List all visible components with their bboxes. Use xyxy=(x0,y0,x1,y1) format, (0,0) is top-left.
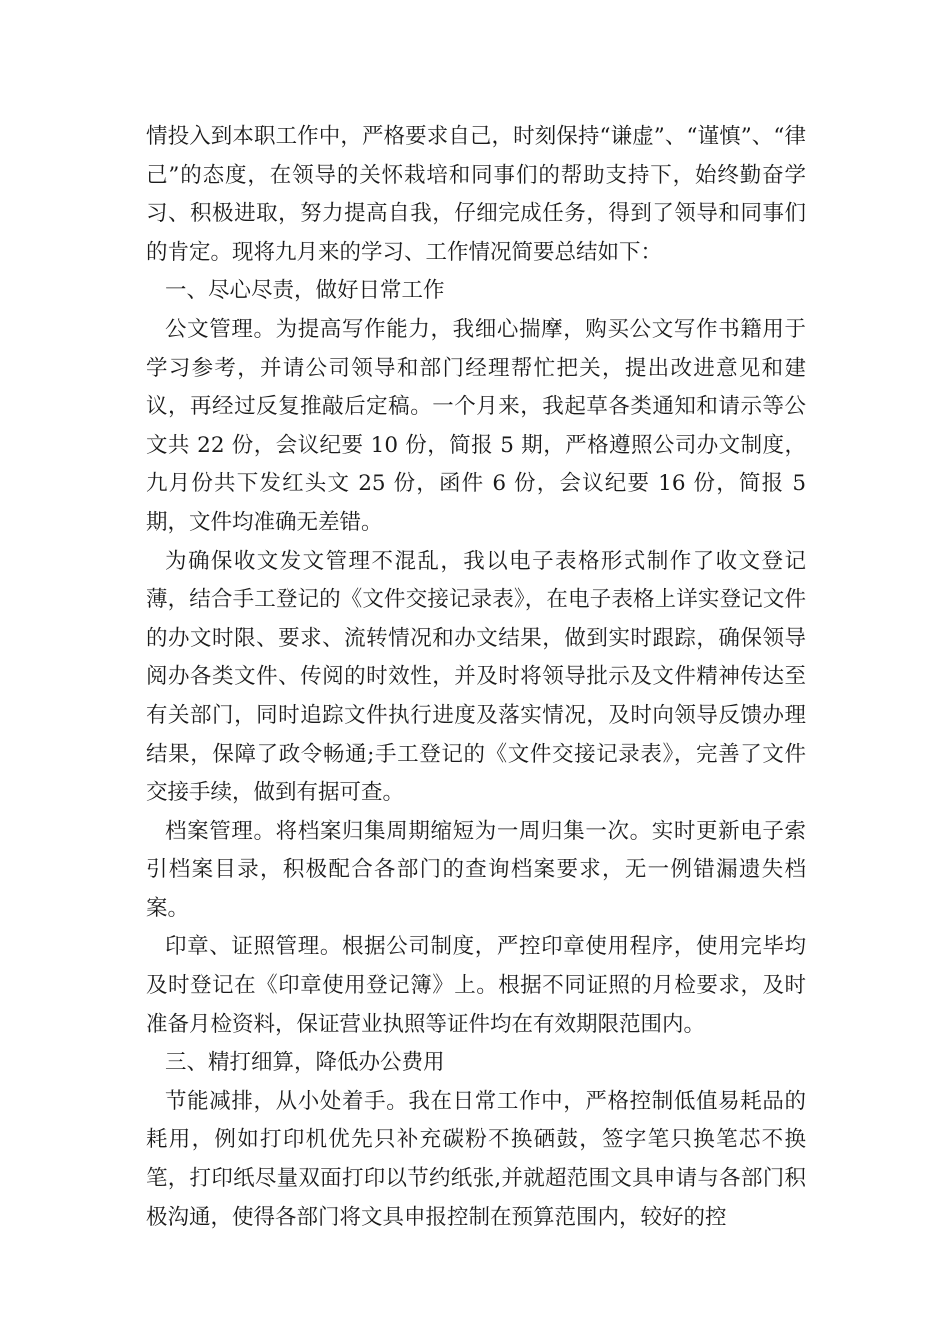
paragraph-seal-license-management: 印章、证照管理。根据公司制度，严控印章使用程序，使用完毕均及时登记在《印章使用登记簿》上。根据不同证照的月检要求，及时准备月检资料，保证营业执照等证件均在有效期限范围内。 xyxy=(146,934,806,1037)
paragraph-archive-management: 档案管理。将档案归集周期缩短为一周归集一次。实时更新电子索引档案目录，积极配合各部门的查询档案要求，无一例错漏遗失档案。 xyxy=(146,818,806,921)
section-heading-cost-reduction: 三、精打细算，降低办公费用 xyxy=(165,1050,445,1076)
paragraph-intro-continued: 情投入到本职工作中，严格要求自己，时刻保持“谦虚”、“谨慎”、“律己”的态度，在领导的关怀栽培和同事们的帮助支持下，始终勤奋学习、积极进取，努力提高自我，仔细完成任务，得到了领导和同事们的肯定。现将九月来的学习、工作情况简要总结如下： xyxy=(146,124,806,265)
section-heading-daily-work: 一、尽心尽责，做好日常工作 xyxy=(165,278,445,304)
paragraph-energy-saving: 节能减排，从小处着手。我在日常工作中，严格控制低值易耗品的耗用，例如打印机优先只补充碳粉不换硒鼓，签字笔只换笔芯不换笔，打印纸尽量双面打印以节约纸张,并就超范围文具申请与各部门积极沟通，使得各部门将文具申报控制在预算范围内，较好的控 xyxy=(146,1088,806,1230)
paragraph-incoming-outgoing-files: 为确保收文发文管理不混乱，我以电子表格形式制作了收文登记薄，结合手工登记的《文件交接记录表》，在电子表格上详实登记文件的办文时限、要求、流转情况和办文结果，做到实时跟踪，确保领导阅办各类文件、传阅的时效性，并及时将领导批示及文件精神传达至有关部门，同时追踪文件执行进度及落实情况，及时向领导反馈办理结果，保障了政令畅通;手工登记的《文件交接记录表》，完善了文件交接手续，做到有据可查。 xyxy=(146,548,806,806)
paragraph-document-management: 公文管理。为提高写作能力，我细心揣摩，购买公文写作书籍用于学习参考，并请公司领导和部门经理帮忙把关，提出改进意见和建议，再经过反复推敲后定稿。一个月来，我起草各类通知和请示等公文共 22 份，会议纪要 10 份，简报 5 期，严格遵照公司办文制度，九月份共下发红头文 25 份，函件 6 份，会议纪要 16 份，简报 5 期，文件均准确无差错。 xyxy=(146,316,806,535)
document-body xyxy=(146,118,806,1237)
